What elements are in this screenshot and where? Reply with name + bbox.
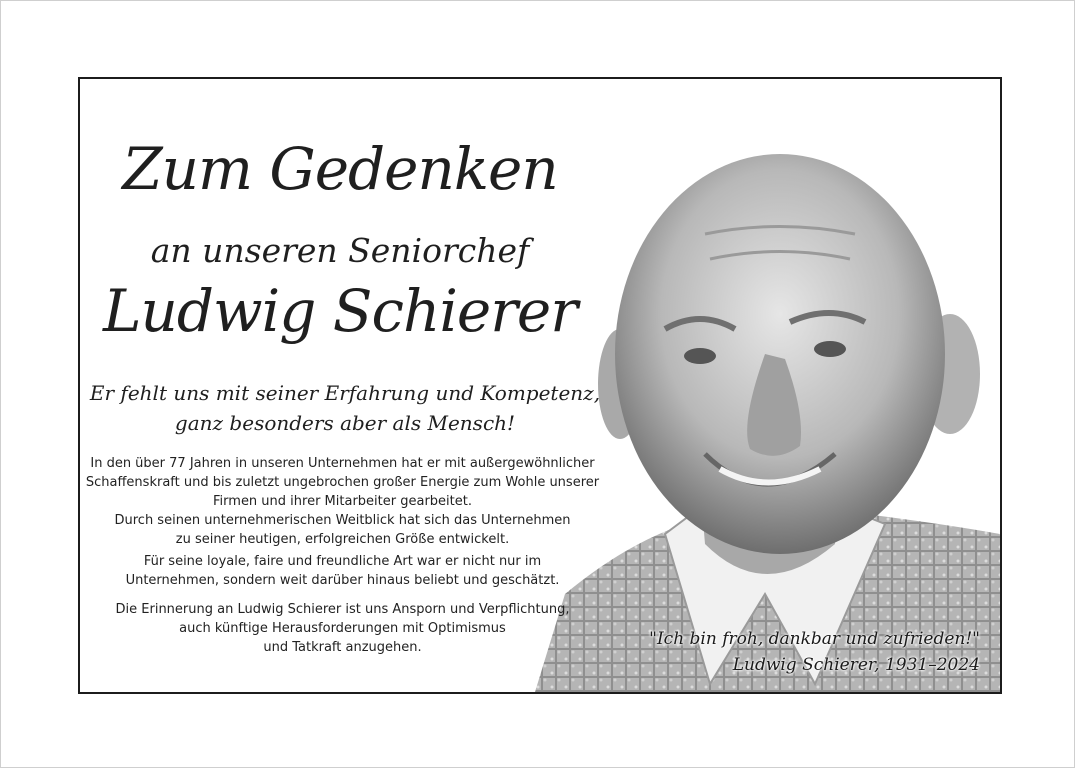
memorial-card [78,77,1002,694]
paragraph-character [80,552,605,590]
paragraph-line: Für seine loyale, faire und freundliche Art war er nicht nur im [143,554,542,569]
paragraph-line: und Tatkraft anzugehen. [263,640,422,655]
quote-attribution: Ludwig Schierer, 1931–2024 [732,655,980,675]
paragraph-line: auch künftige Herausforderungen mit Optimismus [179,621,506,636]
paragraph-legacy [80,600,605,657]
paragraph-line: Die Erinnerung an Ludwig Schierer ist uns Ansporn und Verpflichtung, [115,602,570,617]
paragraph-line: Firmen und ihrer Mitarbeiter gearbeitet. [213,494,472,509]
paragraph-line: Durch seinen unternehmerischen Weitblick hat sich das Unternehmen [114,513,571,528]
headline-line-1: Zum Gedenken [122,135,558,203]
headline-name: Ludwig Schierer [103,277,577,345]
paragraph-line: Schaffenskraft und bis zuletzt ungebrochen großer Energie zum Wohle unserer [85,475,600,490]
paragraph-line: Unternehmen, sondern weit darüber hinaus beliebt und geschätzt. [125,573,560,588]
paragraph-line: zu seiner heutigen, erfolgreichen Größe entwickelt. [175,532,510,547]
subtitle-line-1: Er fehlt uns mit seiner Erfahrung und Kompetenz, [89,381,601,405]
quote-text: "Ich bin froh, dankbar und zufrieden!" [649,629,980,649]
paragraph-career [80,454,605,549]
headline-line-2: an unseren Seniorchef [150,231,530,270]
subtitle-line-2: ganz besonders aber als Mensch! [174,411,516,435]
paragraph-line: In den über 77 Jahren in unseren Unternehmen hat er mit außergewöhnlicher [90,456,595,471]
